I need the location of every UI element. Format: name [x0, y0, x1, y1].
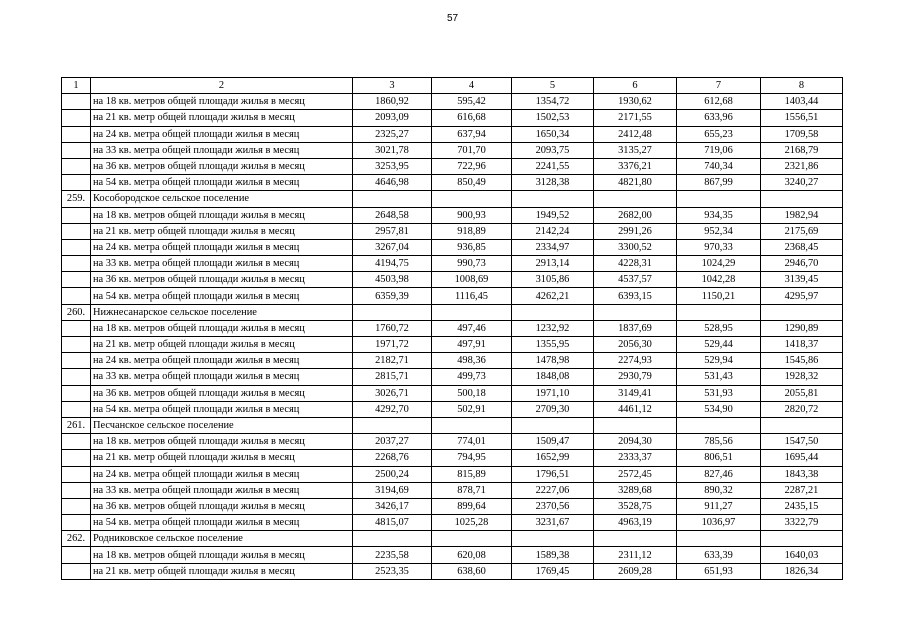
page-number: 57 [446, 13, 459, 24]
value-cell: 850,49 [432, 175, 512, 191]
row-label: на 54 кв. метра общей площади жилья в месяц [91, 175, 353, 191]
row-label: на 18 кв. метров общей площади жилья в месяц [91, 434, 353, 450]
section-number: 261. [62, 417, 91, 433]
value-cell: 2370,56 [512, 498, 594, 514]
value-cell: 3135,27 [594, 142, 677, 158]
value-cell: 616,68 [432, 110, 512, 126]
tariff-table [61, 77, 843, 580]
value-cell: 3105,86 [512, 272, 594, 288]
row-label: на 21 кв. метр общей площади жилья в месяц [91, 450, 353, 466]
value-cell: 2820,72 [761, 401, 843, 417]
empty-cell [594, 304, 677, 320]
value-cell: 2142,24 [512, 223, 594, 239]
value-cell: 4295,97 [761, 288, 843, 304]
empty-cell [761, 531, 843, 547]
value-cell: 3231,67 [512, 515, 594, 531]
empty-cell [62, 337, 91, 353]
section-name: Родниковское сельское поселение [91, 531, 353, 547]
value-cell: 1837,69 [594, 320, 677, 336]
empty-cell [677, 417, 761, 433]
value-cell: 1928,32 [761, 369, 843, 385]
value-cell: 1709,58 [761, 126, 843, 142]
header-cell: 6 [594, 78, 677, 94]
header-cell: 2 [91, 78, 353, 94]
value-cell: 2325,27 [353, 126, 432, 142]
value-cell: 1589,38 [512, 547, 594, 563]
empty-cell [62, 547, 91, 563]
value-cell: 2168,79 [761, 142, 843, 158]
value-cell: 918,89 [432, 223, 512, 239]
value-cell: 794,95 [432, 450, 512, 466]
section-row [62, 304, 843, 320]
value-cell: 497,91 [432, 337, 512, 353]
value-cell: 1116,45 [432, 288, 512, 304]
value-cell: 740,34 [677, 158, 761, 174]
empty-cell [62, 239, 91, 255]
table-row [62, 434, 843, 450]
empty-cell [62, 515, 91, 531]
row-label: на 54 кв. метра общей площади жилья в месяц [91, 515, 353, 531]
value-cell: 534,90 [677, 401, 761, 417]
value-cell: 1652,99 [512, 450, 594, 466]
value-cell: 655,23 [677, 126, 761, 142]
value-cell: 2957,81 [353, 223, 432, 239]
value-cell: 4503,98 [353, 272, 432, 288]
value-cell: 638,60 [432, 563, 512, 579]
table-row [62, 466, 843, 482]
value-cell: 2094,30 [594, 434, 677, 450]
value-cell: 1418,37 [761, 337, 843, 353]
value-cell: 502,91 [432, 401, 512, 417]
value-cell: 1036,97 [677, 515, 761, 531]
value-cell: 651,93 [677, 563, 761, 579]
value-cell: 900,93 [432, 207, 512, 223]
empty-cell [594, 191, 677, 207]
empty-cell [432, 304, 512, 320]
value-cell: 827,46 [677, 466, 761, 482]
value-cell: 3128,38 [512, 175, 594, 191]
empty-cell [62, 385, 91, 401]
value-cell: 2171,55 [594, 110, 677, 126]
section-row [62, 191, 843, 207]
value-cell: 3300,52 [594, 239, 677, 255]
row-label: на 24 кв. метра общей площади жилья в месяц [91, 239, 353, 255]
value-cell: 531,43 [677, 369, 761, 385]
value-cell: 1545,86 [761, 353, 843, 369]
value-cell: 815,89 [432, 466, 512, 482]
value-cell: 3139,45 [761, 272, 843, 288]
value-cell: 2930,79 [594, 369, 677, 385]
empty-cell [62, 369, 91, 385]
header-cell: 5 [512, 78, 594, 94]
empty-cell [62, 256, 91, 272]
row-label: на 24 кв. метра общей площади жилья в месяц [91, 466, 353, 482]
value-cell: 498,36 [432, 353, 512, 369]
table-row [62, 385, 843, 401]
table-row [62, 401, 843, 417]
value-cell: 2333,37 [594, 450, 677, 466]
value-cell: 1949,52 [512, 207, 594, 223]
table-row [62, 126, 843, 142]
value-cell: 774,01 [432, 434, 512, 450]
section-name: Песчанское сельское поселение [91, 417, 353, 433]
value-cell: 2648,58 [353, 207, 432, 223]
section-name: Кособородское сельское поселение [91, 191, 353, 207]
row-label: на 21 кв. метр общей площади жилья в месяц [91, 337, 353, 353]
table-row [62, 482, 843, 498]
empty-cell [62, 401, 91, 417]
value-cell: 2609,28 [594, 563, 677, 579]
empty-cell [62, 142, 91, 158]
table-row [62, 515, 843, 531]
empty-cell [594, 531, 677, 547]
table-row [62, 110, 843, 126]
table-row [62, 498, 843, 514]
value-cell: 1025,28 [432, 515, 512, 531]
row-label: на 33 кв. метра общей площади жилья в месяц [91, 482, 353, 498]
row-label: на 18 кв. метров общей площади жилья в месяц [91, 320, 353, 336]
value-cell: 4262,21 [512, 288, 594, 304]
value-cell: 1478,98 [512, 353, 594, 369]
value-cell: 3240,27 [761, 175, 843, 191]
value-cell: 2056,30 [594, 337, 677, 353]
value-cell: 1826,34 [761, 563, 843, 579]
value-cell: 2241,55 [512, 158, 594, 174]
empty-cell [62, 353, 91, 369]
empty-cell [62, 450, 91, 466]
header-cell: 1 [62, 78, 91, 94]
value-cell: 719,06 [677, 142, 761, 158]
value-cell: 528,95 [677, 320, 761, 336]
value-cell: 1640,03 [761, 547, 843, 563]
table-row [62, 256, 843, 272]
table-row [62, 207, 843, 223]
value-cell: 3026,71 [353, 385, 432, 401]
table-row [62, 369, 843, 385]
header-cell: 3 [353, 78, 432, 94]
empty-cell [62, 223, 91, 239]
empty-cell [62, 563, 91, 579]
empty-cell [512, 191, 594, 207]
section-number: 262. [62, 531, 91, 547]
value-cell: 1290,89 [761, 320, 843, 336]
value-cell: 620,08 [432, 547, 512, 563]
table-row [62, 158, 843, 174]
value-cell: 1930,62 [594, 94, 677, 110]
table-header-row [62, 78, 843, 94]
empty-cell [62, 110, 91, 126]
value-cell: 1982,94 [761, 207, 843, 223]
empty-cell [62, 320, 91, 336]
value-cell: 2946,70 [761, 256, 843, 272]
value-cell: 500,18 [432, 385, 512, 401]
value-cell: 612,68 [677, 94, 761, 110]
value-cell: 4461,12 [594, 401, 677, 417]
value-cell: 633,96 [677, 110, 761, 126]
value-cell: 899,64 [432, 498, 512, 514]
table-row [62, 223, 843, 239]
empty-cell [62, 272, 91, 288]
value-cell: 2055,81 [761, 385, 843, 401]
value-cell: 952,34 [677, 223, 761, 239]
value-cell: 3426,17 [353, 498, 432, 514]
table-body [62, 78, 843, 580]
value-cell: 6359,39 [353, 288, 432, 304]
row-label: на 18 кв. метров общей площади жилья в месяц [91, 207, 353, 223]
table-row [62, 142, 843, 158]
section-number: 260. [62, 304, 91, 320]
empty-cell [761, 417, 843, 433]
value-cell: 637,94 [432, 126, 512, 142]
empty-cell [353, 191, 432, 207]
value-cell: 1355,95 [512, 337, 594, 353]
value-cell: 497,46 [432, 320, 512, 336]
value-cell: 890,32 [677, 482, 761, 498]
value-cell: 3322,79 [761, 515, 843, 531]
empty-cell [512, 304, 594, 320]
row-label: на 24 кв. метра общей площади жилья в месяц [91, 126, 353, 142]
value-cell: 2274,93 [594, 353, 677, 369]
value-cell: 4646,98 [353, 175, 432, 191]
row-label: на 18 кв. метров общей площади жилья в месяц [91, 94, 353, 110]
value-cell: 529,44 [677, 337, 761, 353]
value-cell: 1556,51 [761, 110, 843, 126]
row-label: на 24 кв. метра общей площади жилья в месяц [91, 353, 353, 369]
value-cell: 1848,08 [512, 369, 594, 385]
value-cell: 633,39 [677, 547, 761, 563]
value-cell: 1695,44 [761, 450, 843, 466]
value-cell: 2709,30 [512, 401, 594, 417]
section-number: 259. [62, 191, 91, 207]
value-cell: 878,71 [432, 482, 512, 498]
value-cell: 1860,92 [353, 94, 432, 110]
value-cell: 2321,86 [761, 158, 843, 174]
empty-cell [761, 191, 843, 207]
value-cell: 2287,21 [761, 482, 843, 498]
empty-cell [62, 288, 91, 304]
empty-cell [62, 175, 91, 191]
table-row [62, 563, 843, 579]
row-label: на 33 кв. метра общей площади жилья в месяц [91, 142, 353, 158]
row-label: на 33 кв. метра общей площади жилья в месяц [91, 256, 353, 272]
value-cell: 2268,76 [353, 450, 432, 466]
value-cell: 1403,44 [761, 94, 843, 110]
row-label: на 21 кв. метр общей площади жилья в месяц [91, 223, 353, 239]
empty-cell [512, 417, 594, 433]
value-cell: 3376,21 [594, 158, 677, 174]
value-cell: 2815,71 [353, 369, 432, 385]
value-cell: 701,70 [432, 142, 512, 158]
value-cell: 3253,95 [353, 158, 432, 174]
value-cell: 3528,75 [594, 498, 677, 514]
table-row [62, 94, 843, 110]
value-cell: 2175,69 [761, 223, 843, 239]
value-cell: 4292,70 [353, 401, 432, 417]
value-cell: 2037,27 [353, 434, 432, 450]
value-cell: 1354,72 [512, 94, 594, 110]
empty-cell [62, 466, 91, 482]
value-cell: 1769,45 [512, 563, 594, 579]
value-cell: 1509,47 [512, 434, 594, 450]
section-row [62, 417, 843, 433]
value-cell: 2182,71 [353, 353, 432, 369]
value-cell: 1547,50 [761, 434, 843, 450]
table-row [62, 450, 843, 466]
value-cell: 1796,51 [512, 466, 594, 482]
empty-cell [594, 417, 677, 433]
value-cell: 2682,00 [594, 207, 677, 223]
value-cell: 806,51 [677, 450, 761, 466]
value-cell: 2311,12 [594, 547, 677, 563]
table-row [62, 547, 843, 563]
value-cell: 531,93 [677, 385, 761, 401]
value-cell: 990,73 [432, 256, 512, 272]
row-label: на 54 кв. метра общей площади жилья в месяц [91, 401, 353, 417]
header-cell: 8 [761, 78, 843, 94]
value-cell: 1650,34 [512, 126, 594, 142]
value-cell: 722,96 [432, 158, 512, 174]
row-label: на 36 кв. метров общей площади жилья в месяц [91, 385, 353, 401]
value-cell: 2368,45 [761, 239, 843, 255]
row-label: на 21 кв. метр общей площади жилья в месяц [91, 110, 353, 126]
value-cell: 970,33 [677, 239, 761, 255]
table-row [62, 337, 843, 353]
value-cell: 2913,14 [512, 256, 594, 272]
value-cell: 1843,38 [761, 466, 843, 482]
value-cell: 4821,80 [594, 175, 677, 191]
empty-cell [353, 531, 432, 547]
value-cell: 1971,72 [353, 337, 432, 353]
value-cell: 2227,06 [512, 482, 594, 498]
value-cell: 2093,09 [353, 110, 432, 126]
value-cell: 4963,19 [594, 515, 677, 531]
row-label: на 36 кв. метров общей площади жилья в месяц [91, 498, 353, 514]
value-cell: 529,94 [677, 353, 761, 369]
empty-cell [512, 531, 594, 547]
value-cell: 2412,48 [594, 126, 677, 142]
empty-cell [62, 207, 91, 223]
empty-cell [62, 482, 91, 498]
value-cell: 3267,04 [353, 239, 432, 255]
empty-cell [62, 94, 91, 110]
empty-cell [432, 531, 512, 547]
value-cell: 4228,31 [594, 256, 677, 272]
empty-cell [677, 531, 761, 547]
value-cell: 3149,41 [594, 385, 677, 401]
empty-cell [761, 304, 843, 320]
value-cell: 911,27 [677, 498, 761, 514]
empty-cell [432, 417, 512, 433]
value-cell: 595,42 [432, 94, 512, 110]
empty-cell [432, 191, 512, 207]
section-row [62, 531, 843, 547]
value-cell: 1042,28 [677, 272, 761, 288]
row-label: на 33 кв. метра общей площади жилья в месяц [91, 369, 353, 385]
table-row [62, 320, 843, 336]
value-cell: 2572,45 [594, 466, 677, 482]
empty-cell [353, 417, 432, 433]
value-cell: 4537,57 [594, 272, 677, 288]
table-row [62, 239, 843, 255]
value-cell: 2435,15 [761, 498, 843, 514]
value-cell: 6393,15 [594, 288, 677, 304]
value-cell: 2500,24 [353, 466, 432, 482]
row-label: на 36 кв. метров общей площади жилья в месяц [91, 272, 353, 288]
value-cell: 4194,75 [353, 256, 432, 272]
table-row [62, 288, 843, 304]
value-cell: 1150,21 [677, 288, 761, 304]
table-row [62, 272, 843, 288]
value-cell: 1232,92 [512, 320, 594, 336]
empty-cell [62, 498, 91, 514]
value-cell: 3289,68 [594, 482, 677, 498]
value-cell: 3021,78 [353, 142, 432, 158]
empty-cell [62, 126, 91, 142]
value-cell: 2991,26 [594, 223, 677, 239]
value-cell: 4815,07 [353, 515, 432, 531]
value-cell: 1024,29 [677, 256, 761, 272]
value-cell: 1971,10 [512, 385, 594, 401]
table-row [62, 175, 843, 191]
table-row [62, 353, 843, 369]
value-cell: 499,73 [432, 369, 512, 385]
section-name: Нижнесанарское сельское поселение [91, 304, 353, 320]
value-cell: 1502,53 [512, 110, 594, 126]
value-cell: 2334,97 [512, 239, 594, 255]
empty-cell [62, 158, 91, 174]
value-cell: 1008,69 [432, 272, 512, 288]
empty-cell [353, 304, 432, 320]
value-cell: 1760,72 [353, 320, 432, 336]
value-cell: 2523,35 [353, 563, 432, 579]
row-label: на 21 кв. метр общей площади жилья в месяц [91, 563, 353, 579]
value-cell: 867,99 [677, 175, 761, 191]
empty-cell [677, 304, 761, 320]
value-cell: 934,35 [677, 207, 761, 223]
empty-cell [677, 191, 761, 207]
header-cell: 7 [677, 78, 761, 94]
value-cell: 785,56 [677, 434, 761, 450]
row-label: на 36 кв. метров общей площади жилья в месяц [91, 158, 353, 174]
value-cell: 2093,75 [512, 142, 594, 158]
row-label: на 54 кв. метра общей площади жилья в месяц [91, 288, 353, 304]
empty-cell [62, 434, 91, 450]
header-cell: 4 [432, 78, 512, 94]
row-label: на 18 кв. метров общей площади жилья в месяц [91, 547, 353, 563]
value-cell: 936,85 [432, 239, 512, 255]
value-cell: 2235,58 [353, 547, 432, 563]
value-cell: 3194,69 [353, 482, 432, 498]
